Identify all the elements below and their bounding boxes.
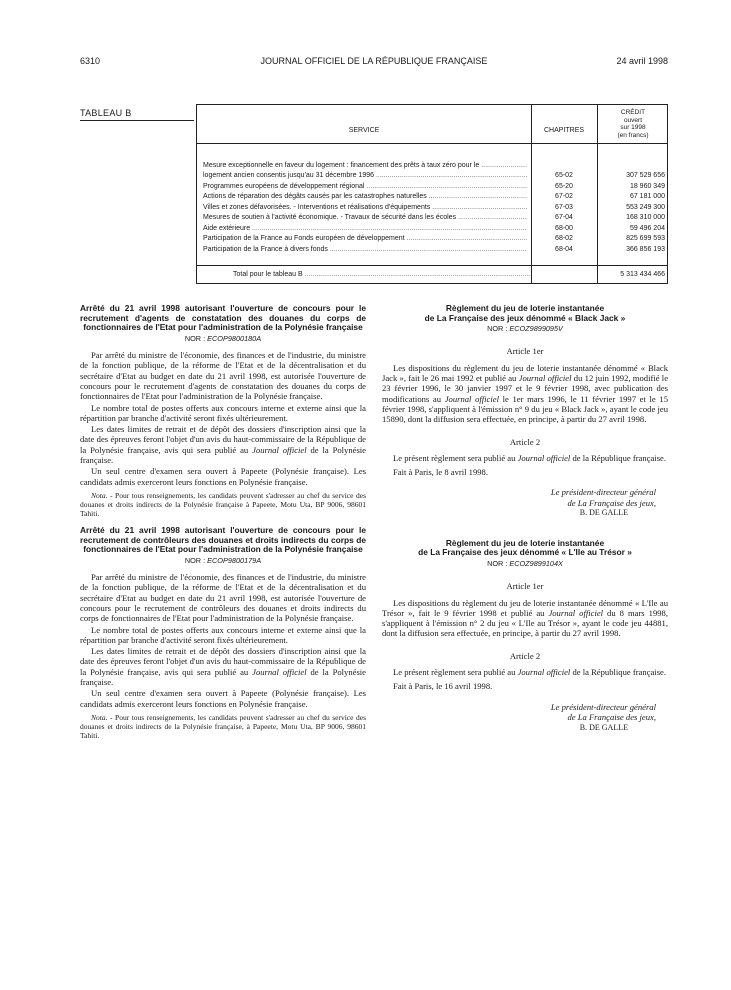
table-row [197, 213, 669, 224]
nor-code: ECOZ9899095V [509, 324, 563, 334]
nota-note [80, 713, 366, 740]
credit-header-line: ouvert [623, 116, 643, 124]
paragraph-text: le 1er mars 1996, le 11 février 1997 et le 15 février 1998, s'appliquent à l'émission n° 9 du jeu « Black Jack », ayant le code jeu 15890, dont la diffusion sera effectuée, en principe, à partir du 27 avril 1998. [382, 393, 669, 425]
fait-a-paris: Fait à Paris, le 8 avril 1998. [393, 467, 488, 478]
row-credit: 18 960 349 [629, 182, 665, 190]
table-row [197, 245, 669, 256]
row-credit: 67 181 000 [629, 193, 665, 200]
row-service: Mesures de soutien à l'activité économique. - Travaux de sécurité dans les écoles ..... [203, 213, 527, 224]
row-service: Aide extérieure ..... [203, 224, 527, 235]
page-number: 6310 [80, 56, 101, 66]
col-header-service: SERVICE [348, 127, 380, 134]
signatory-name: B. DE GALLE [579, 508, 628, 518]
paragraph: Par arrêté du ministre de l'économie, des finances et de l'industrie, du ministre de la fonction publique, de la réforme de l'Etat et de la décentralisation et du secrétaire d'Etat au budget en date du 21 avril 1998, est autorisée l'ouverture de concours pour le recrutement d'agents de constatation des douanes du corps de fonctionnaires de l'Etat pour l'administration de la Polynésie française. [80, 350, 366, 402]
paragraph-text: de la République française. [570, 667, 666, 678]
total-label: Total pour le tableau B ..... [233, 270, 531, 280]
journal-officiel-ref: Journal officiel [517, 452, 571, 463]
total-row [197, 270, 531, 281]
row-chapitre: 68-00 [555, 224, 573, 232]
nor-reference [80, 556, 366, 566]
nor-code: ECOP9800180A [207, 333, 262, 343]
paragraph: Un seul centre d'examen sera ouvert à Papeete (Polynésie française). Les candidats admis exerceront leurs fonctions en Polynésie française. [80, 688, 366, 709]
paragraph-text: Les dispositions du règlement du jeu de loterie instantanée dénommé « L'Ile au Trésor », fait le 9 février 1998 et publié au [382, 597, 668, 618]
journal-officiel-ref: Journal officiel [444, 393, 499, 404]
paragraph: Le nombre total de postes offerts aux concours interne et externe ainsi que la répartition par branche d'activité seront fixés ultérieurement. [80, 624, 366, 645]
reglement-title [382, 304, 668, 323]
paragraph-text: Le présent règlement sera publié au [393, 667, 518, 678]
nota-text: - Pour tous renseignements, les candidats peuvent s'adresser au chef du service des douanes et droits indirects de la Polynésie française, à Papeete, Motu Uta, BP 9006, 98601 Tahiti. [80, 712, 366, 740]
row-credit: 553 249 300 [626, 203, 665, 211]
article-heading: Article 1er [506, 581, 544, 592]
page-header [80, 56, 668, 70]
paragraph-text: de la République française. [570, 452, 666, 463]
row-credit: 168 310 000 [626, 214, 665, 221]
left-column [80, 304, 366, 748]
credit-header-line: sur 1998 [620, 124, 646, 131]
table-total-divider [197, 265, 667, 266]
article-heading: Article 2 [509, 650, 541, 661]
paragraph [80, 646, 366, 687]
paragraph: Le nombre total de postes offerts aux concours interne et externe ainsi que la répartition par branche d'activité seront fixés ultérieurement. [80, 402, 366, 423]
table-row [197, 203, 669, 214]
credit-header-line: (en francs) [617, 131, 649, 139]
nor-label: NOR : [487, 558, 510, 568]
nota-label: Nota. [91, 490, 108, 500]
col-header-chapitres: CHAPITRES [543, 127, 585, 134]
nor-label: NOR : [487, 324, 510, 334]
issue-date: 24 avril 1998 [616, 56, 668, 66]
reglement-title-line: de La Française des jeux dénommé « Black Jack » [424, 312, 626, 323]
row-service: logement ancien consentis jusqu'au 31 décembre 1996 ..... [203, 171, 527, 182]
arrete-title: Arrêté du 21 avril 1998 autorisant l'ouverture de concours pour le recrutement de contrôleurs des douanes et droits indirects du corps de fonctionnaires de l'Etat pour l'administration de la Polynésie française [80, 524, 366, 555]
right-column [382, 304, 668, 733]
nota-text: - Pour tous renseignements, les candidats peuvent s'adresser au chef du service des douanes et droits indirects de la Polynésie française à Papeete, Motu Uta, BP 9006, 98601 Tahiti. [80, 490, 366, 518]
row-service: Actions de réparation des dégâts causés par les catastrophes naturelles ..... [203, 192, 527, 203]
signature-title: de La Française des jeux, [567, 712, 656, 723]
journal-officiel-ref: Journal officiel [252, 444, 307, 455]
total-value: 5 313 434 466 [620, 271, 665, 278]
row-chapitre: 65-20 [555, 182, 573, 190]
row-chapitre: 67-02 [555, 193, 573, 200]
table-row [197, 192, 669, 203]
row-credit: 307 529 656 [626, 172, 665, 179]
fait-a-paris: Fait à Paris, le 16 avril 1998. [393, 681, 493, 692]
paragraph: Par arrêté du ministre de l'économie, des finances et de l'industrie, du ministre de la fonction publique, de la réforme de l'Etat et de la décentralisation et du secrétaire d'Etat au budget en date du 21 avril 1998, est autorisée l'ouverture de concours pour le recrutement de contrôleurs des douanes et droits indirects du corps de fonctionnaires de l'Etat pour l'administration de la Polynésie française. [80, 572, 366, 624]
row-chapitre: 68-04 [555, 245, 573, 253]
tableau-label: TABLEAU B [80, 108, 132, 118]
signature-title: Le président-directeur général [550, 487, 656, 498]
paragraph-text: de la Polynésie française. [80, 444, 366, 466]
paragraph-text: Le présent règlement sera publié au [393, 452, 518, 463]
tableau-divider [80, 120, 194, 121]
row-service: Participation de la France au Fonds européen de développement ..... [203, 234, 527, 245]
table-row [197, 161, 669, 172]
table-row [197, 171, 669, 182]
nor-label: NOR : [184, 333, 208, 343]
nor-code: ECOZ9899104X [509, 558, 563, 568]
table-header-divider [197, 143, 667, 144]
nor-label: NOR : [184, 555, 208, 565]
table-row [197, 224, 669, 235]
row-credit: 59 496 204 [629, 224, 665, 232]
row-credit: 825 699 593 [626, 235, 665, 242]
row-service: Participation de la France à divers fonds ..... [203, 245, 527, 256]
nor-reference [382, 324, 668, 334]
paragraph [382, 363, 668, 425]
col-header-credit [597, 109, 669, 139]
nor-code: ECOP9800179A [207, 555, 262, 565]
reglement-title-line: Règlement du jeu de loterie instantanée [445, 303, 605, 313]
row-chapitre: 68-02 [555, 235, 573, 242]
nota-label: Nota. [91, 712, 108, 722]
article-heading: Article 1er [506, 346, 544, 357]
paragraph [80, 424, 366, 465]
arrete-title: Arrêté du 21 avril 1998 autorisant l'ouverture de concours pour le recrutement d'agents de constatation des douanes du corps de fonctionnaires de l'Etat pour l'administration de la Polynésie française [80, 303, 366, 333]
journal-officiel-ref: Journal officiel [518, 373, 572, 384]
paragraph-text: du 12 juin 1992, modifié le 23 février 1996, le 30 janvier 1997 et le 9 février 1998, avec publication des modifications au [382, 373, 669, 404]
table-row [197, 182, 669, 193]
paragraph-text: Les dispositions du règlement du jeu de loterie instantanée dénommé « Black Jack », fait le 26 mai 1992 et publié au [382, 362, 668, 384]
paragraph [382, 667, 668, 677]
nota-note [80, 491, 366, 518]
journal-officiel-ref: Journal officiel [252, 666, 307, 677]
journal-title: JOURNAL OFFICIEL DE LA RÉPUBLIQUE FRANÇAISE [260, 56, 488, 66]
row-service: Mesure exceptionnelle en faveur du logement : financement des prêts à taux zéro pour le ..... [203, 161, 527, 172]
paragraph-text: du 8 mars 1998, s'appliquent à l'émission n° 2 du jeu « L'Ile au Trésor », ayant le code jeu 44881, dont la diffusion sera effectuée, en principe, à partir du 27 avril 1998. [382, 607, 668, 639]
paragraph-text: Les dates limites de retrait et de dépôt des dossiers d'inscription ainsi que la date des épreuves feront l'objet d'un avis du haut-commissaire de la République de la Polynésie française, avis qui sera publié au [80, 424, 366, 455]
reglement-title-line: Règlement du jeu de loterie instantanée [445, 537, 605, 548]
reglement-title-line: de La Française des jeux dénommé « L'Ile au Trésor » [418, 547, 632, 558]
article-heading: Article 2 [509, 436, 541, 447]
row-chapitre: 67-03 [555, 203, 573, 211]
signatory-name: B. DE GALLE [579, 722, 628, 732]
row-chapitre: 65-02 [555, 172, 573, 179]
paragraph: Un seul centre d'examen sera ouvert à Papeete (Polynésie française). Les candidats admis exerceront leurs fonctions en Polynésie française. [80, 466, 366, 487]
nor-reference [382, 559, 668, 569]
row-service: Villes et zones défavorisées. - Interventions et réalisations d'équipements ..... [203, 203, 527, 214]
paragraph [382, 598, 668, 639]
table-row [197, 234, 669, 245]
credit-header-line: CRÉDIT [620, 109, 646, 116]
paragraph-text: Les dates limites de retrait et de dépôt des dossiers d'inscription ainsi que la date des épreuves feront l'objet d'un avis du haut-commissaire de la République de la Polynésie française, avis qui sera publié au [80, 646, 366, 677]
nor-reference [80, 334, 366, 344]
row-service: Programmes européens de développement régional ..... [203, 182, 527, 193]
signature-title: de La Française des jeux, [567, 497, 656, 508]
signature-title: Le président-directeur général [550, 701, 656, 712]
journal-officiel-ref: Journal officiel [517, 667, 571, 678]
row-chapitre: 67-04 [555, 214, 573, 221]
row-credit: 366 856 193 [626, 245, 665, 253]
tableau-b-table [196, 104, 668, 284]
paragraph-text: de la Polynésie française. [80, 666, 366, 687]
paragraph [382, 453, 668, 463]
journal-officiel-ref: Journal officiel [548, 607, 604, 618]
reglement-title [382, 539, 668, 558]
